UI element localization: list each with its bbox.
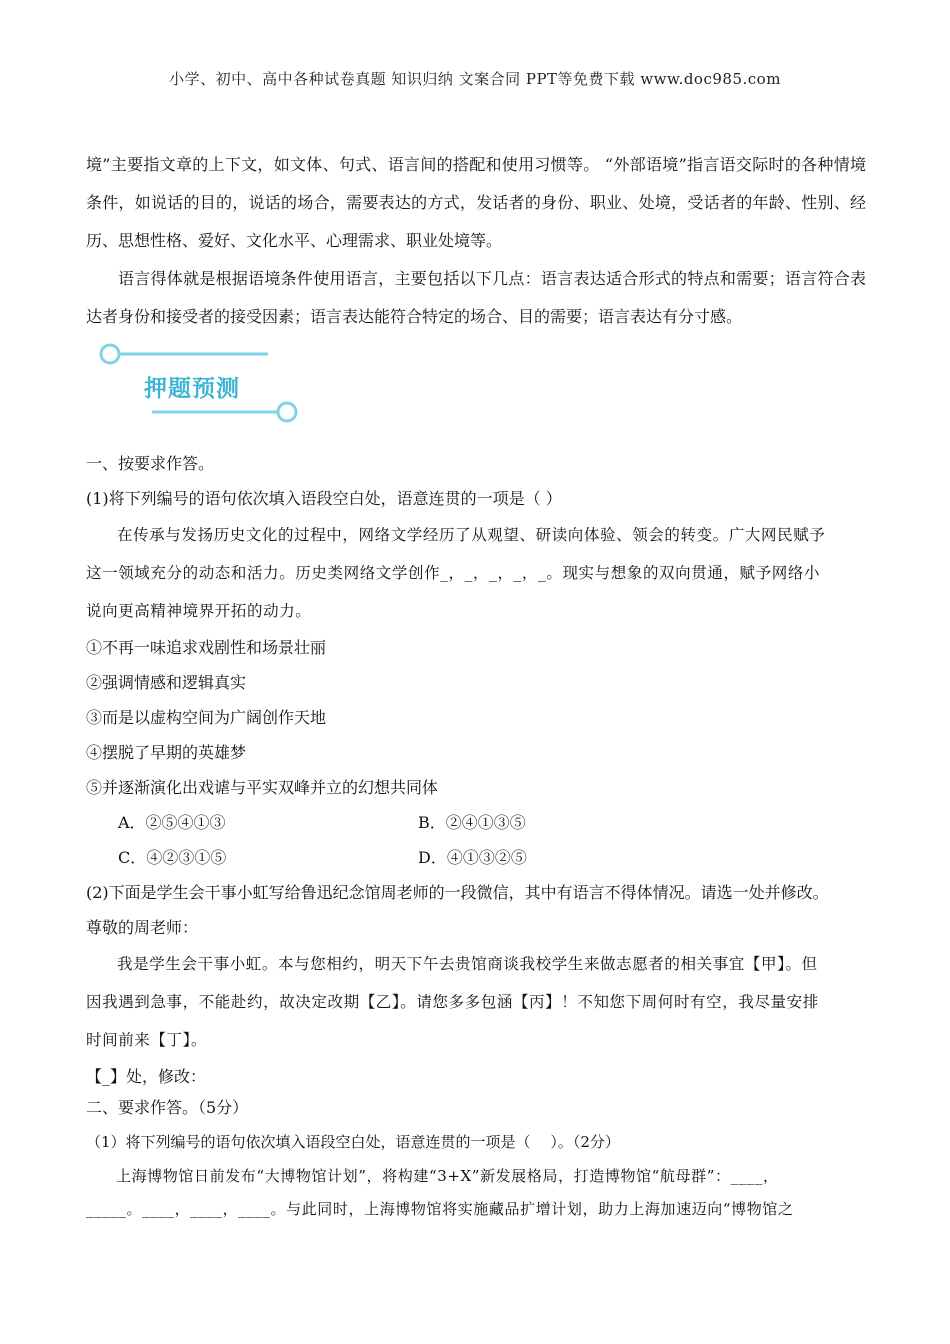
- q1-item-3: ③而是以虚构空间为广阔创作天地: [86, 708, 327, 727]
- section-1-heading: 一、按要求作答。: [86, 454, 215, 473]
- q1-item-1: ①不再一味追求戏剧性和场景壮丽: [86, 638, 327, 657]
- q1-passage-line-3: 说向更高精神境界开拓的动力。: [86, 602, 312, 620]
- intro-section: [86, 146, 866, 336]
- q1-stem: (1)将下列编号的语句依次填入语段空白处，语意连贯的一项是（ ）: [86, 489, 562, 508]
- section-2: [86, 1090, 866, 1226]
- q2-salutation: 尊敬的周老师：: [86, 918, 199, 937]
- section-1: [86, 446, 866, 1094]
- q1-item-4: ④摆脱了早期的英雄梦: [86, 743, 247, 762]
- q1-passage-line-2: 这一领域充分的动态和活力。历史类网络文学创作_，_，_，_，_。现实与想象的双向贯通，赋予网络小: [86, 564, 821, 582]
- q1-option-a: A．②⑤④①③: [118, 813, 226, 832]
- q1-options-row-2: [86, 840, 866, 875]
- q1-option-d: D．④①③②⑤: [418, 848, 527, 867]
- page-header: 小学、初中、高中各种试卷真题 知识归纳 文案合同 PPT等免费下载 www.doc985.com: [169, 70, 781, 88]
- intro-paragraph-2: 语言得体就是根据语境条件使用语言，主要包括以下几点：语言表达适合形式的特点和需要；语言符合表达者身份和接受者的接受因素；语言表达能符合特定的场合、目的需要；语言表达有分寸感。: [86, 269, 866, 326]
- s2-passage-line-1: 上海博物馆日前发布“大博物馆计划”，将构建“3+X”新发展格局，打造博物馆“航母群”：____，: [116, 1167, 779, 1185]
- banner-ya-ti-yu-ce: [92, 342, 307, 430]
- q1-item-5: ⑤并逐渐演化出戏谑与平实双峰并立的幻想共同体: [86, 778, 439, 797]
- s2-q1-stem: （1）将下列编号的语句依次填入语段空白处，语意连贯的一项是（ ）。（2分）: [86, 1133, 620, 1151]
- q1-options-row-1: [86, 805, 866, 840]
- s2-passage-line-2: _____。____，____，____。与此同时，上海博物馆将实施藏品扩增计划，助力上海加速迈向“博物馆之: [86, 1200, 794, 1218]
- q2-answer-line: 【_】处，修改：: [86, 1067, 207, 1086]
- q2-letter-line-1: 我是学生会干事小虹。本与您相约，明天下午去贵馆商谈我校学生来做志愿者的相关事宜【甲】。但: [117, 955, 818, 973]
- intro-paragraph-1: 境”主要指文章的上下文，如文体、句式、语言间的搭配和使用习惯等。 “外部语境”指言语交际时的各种情境条件，如说话的目的，说话的场合，需要表达的方式，发话者的身份、职业、处境，受话者的年龄、性别、经历、思想性格、爱好、文化水平、心理需求、职业处境等。: [86, 155, 866, 250]
- q2-letter-line-2: 因我遇到急事，不能赴约，故决定改期【乙】。请您多多包涵【丙】！不知您下周何时有空，我尽量安排: [86, 993, 819, 1011]
- banner-title: 押题预测: [144, 376, 240, 402]
- q1-passage-line-1: 在传承与发扬历史文化的过程中，网络文学经历了从观望、研读向体验、领会的转变。广大网民赋予: [117, 526, 826, 544]
- q1-item-2: ②强调情感和逻辑真实: [86, 673, 247, 692]
- q1-option-b: B．②④①③⑤: [418, 813, 526, 832]
- q2-stem: (2)下面是学生会干事小虹写给鲁迅纪念馆周老师的一段微信，其中有语言不得体情况。请选一处并修改。: [86, 883, 829, 902]
- q1-option-c: C．④②③①⑤: [118, 848, 227, 867]
- section-2-heading: 二、要求作答。（5分）: [86, 1098, 249, 1117]
- q2-letter-line-3: 时间前来【丁】。: [86, 1031, 208, 1049]
